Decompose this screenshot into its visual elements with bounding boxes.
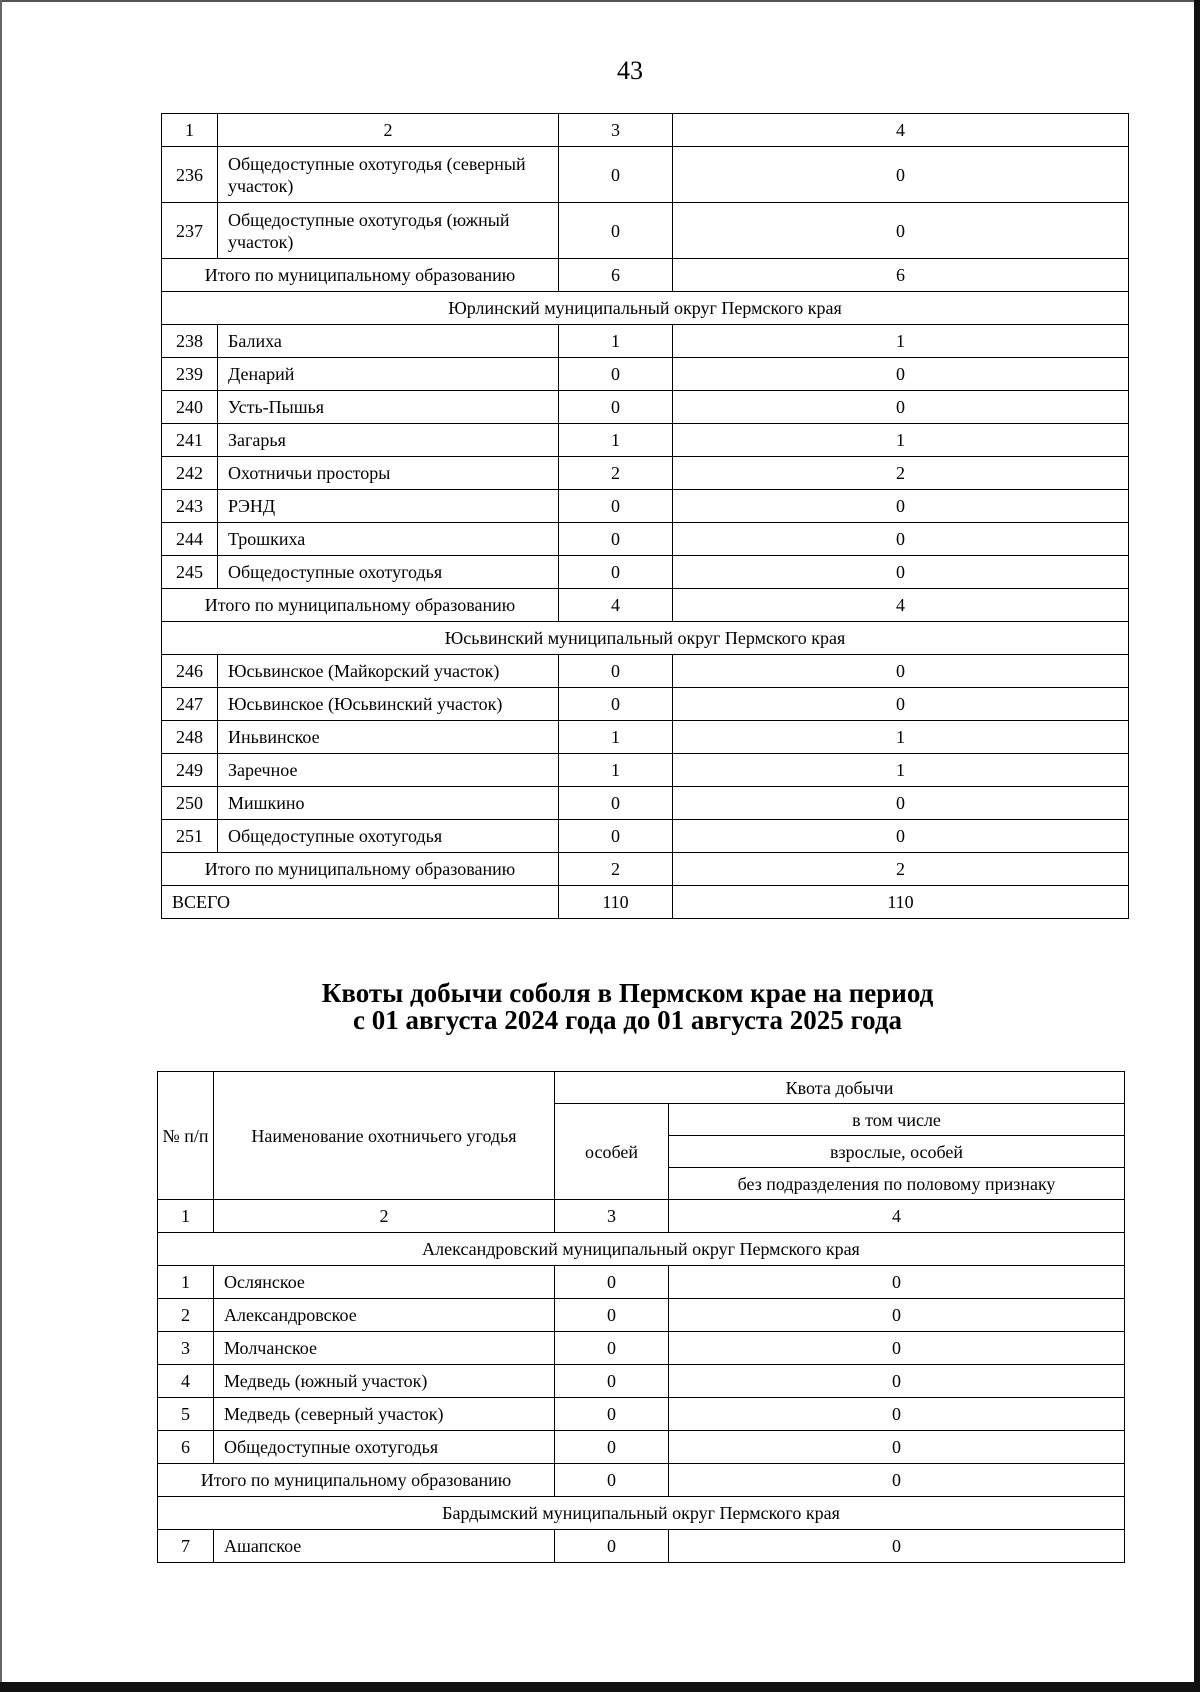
- hunting-ground-name: Иньвинское: [218, 721, 559, 754]
- hunting-ground-name: Общедоступные охотугодья: [218, 556, 559, 589]
- quota-adults: 0: [669, 1431, 1125, 1464]
- quota-individuals: 0: [555, 1530, 669, 1563]
- region-row: [158, 1233, 1125, 1266]
- hunting-ground-name: Трошкиха: [218, 523, 559, 556]
- quota-adults: 0: [673, 490, 1129, 523]
- section-title-line2: с 01 августа 2024 года до 01 августа 2025 года: [352, 1005, 902, 1035]
- column-number: 1: [158, 1200, 214, 1233]
- subtotal-row: [158, 1464, 1125, 1497]
- row-number: 247: [162, 688, 218, 721]
- quota-adults: 0: [669, 1530, 1125, 1563]
- row-number: 3: [158, 1332, 214, 1365]
- table-row: [162, 203, 1129, 259]
- row-number: 7: [158, 1530, 214, 1563]
- quota-individuals: 0: [559, 490, 673, 523]
- quota-adults: 2: [673, 457, 1129, 490]
- table-row: [162, 147, 1129, 203]
- quota-individuals: 0: [559, 147, 673, 203]
- subtotal-adults: 6: [673, 259, 1129, 292]
- row-number: 237: [162, 203, 218, 259]
- subtotal-individuals: 2: [559, 853, 673, 886]
- header-row: [158, 1072, 1125, 1104]
- hunting-ground-name: Балиха: [218, 325, 559, 358]
- region-row: [162, 622, 1129, 655]
- row-number: 241: [162, 424, 218, 457]
- hunting-ground-name: Усть-Пышья: [218, 391, 559, 424]
- quota-individuals: 0: [559, 655, 673, 688]
- sable-quota-table: [157, 1071, 1125, 1563]
- quota-adults: 1: [673, 325, 1129, 358]
- quota-individuals: 0: [555, 1266, 669, 1299]
- grand-total-individuals: 110: [559, 886, 673, 919]
- quota-individuals: 1: [559, 721, 673, 754]
- row-number: 6: [158, 1431, 214, 1464]
- quota-table-continued: [161, 113, 1129, 919]
- row-number: 1: [158, 1266, 214, 1299]
- table-row: [162, 424, 1129, 457]
- header-individuals: особей: [555, 1104, 669, 1200]
- quota-adults: 0: [669, 1266, 1125, 1299]
- subtotal-label: Итого по муниципальному образованию: [162, 589, 559, 622]
- subtotal-row: [162, 259, 1129, 292]
- hunting-ground-name: Загарья: [218, 424, 559, 457]
- column-number: 2: [218, 114, 559, 147]
- table-row: [162, 820, 1129, 853]
- quota-adults: 1: [673, 721, 1129, 754]
- quota-adults: 0: [673, 655, 1129, 688]
- subtotal-individuals: 4: [559, 589, 673, 622]
- subtotal-individuals: 0: [555, 1464, 669, 1497]
- table-row: [162, 556, 1129, 589]
- subtotal-label: Итого по муниципальному образованию: [158, 1464, 555, 1497]
- table-row: [162, 391, 1129, 424]
- page-number: 43: [617, 56, 643, 85]
- header-quota: Квота добычи: [555, 1072, 1125, 1104]
- quota-adults: 0: [673, 358, 1129, 391]
- section-title: [0, 980, 1200, 1034]
- section-title-line1: Квоты добычи соболя в Пермском крае на период: [321, 978, 934, 1008]
- quota-adults: 0: [673, 556, 1129, 589]
- region-row: [162, 292, 1129, 325]
- hunting-ground-name: Медведь (южный участок): [214, 1365, 555, 1398]
- quota-individuals: 1: [559, 325, 673, 358]
- hunting-ground-name: Ослянское: [214, 1266, 555, 1299]
- hunting-ground-name: Юсьвинское (Юсьвинский участок): [218, 688, 559, 721]
- quota-individuals: 2: [559, 457, 673, 490]
- scan-edge-right: [1194, 0, 1200, 1692]
- quota-adults: 0: [669, 1299, 1125, 1332]
- row-number: 242: [162, 457, 218, 490]
- table-row: [158, 1365, 1125, 1398]
- table-row: [162, 457, 1129, 490]
- quota-adults: 0: [673, 391, 1129, 424]
- sable-quota-table-body: [158, 1072, 1125, 1563]
- quota-individuals: 0: [555, 1398, 669, 1431]
- quota-adults: 0: [669, 1332, 1125, 1365]
- row-number: 245: [162, 556, 218, 589]
- quota-adults: 1: [673, 424, 1129, 457]
- table-row: [158, 1431, 1125, 1464]
- quota-adults: 0: [669, 1398, 1125, 1431]
- hunting-ground-name: Юсьвинское (Майкорский участок): [218, 655, 559, 688]
- grand-total-label: ВСЕГО: [162, 886, 559, 919]
- table-row: [162, 523, 1129, 556]
- header-adults: взрослые, особей: [669, 1136, 1125, 1168]
- table-row: [158, 1398, 1125, 1431]
- column-number: 4: [673, 114, 1129, 147]
- table-row: [162, 721, 1129, 754]
- table-row: [162, 490, 1129, 523]
- quota-adults: 0: [669, 1365, 1125, 1398]
- table-row: [158, 1299, 1125, 1332]
- hunting-ground-name: Общедоступные охотугодья (северный участок): [218, 147, 559, 203]
- subtotal-adults: 2: [673, 853, 1129, 886]
- column-number-row: [158, 1200, 1125, 1233]
- hunting-ground-name: Мишкино: [218, 787, 559, 820]
- quota-individuals: 1: [559, 424, 673, 457]
- row-number: 251: [162, 820, 218, 853]
- table-row: [158, 1530, 1125, 1563]
- quota-adults: 0: [673, 203, 1129, 259]
- quota-adults: 1: [673, 754, 1129, 787]
- scan-edge-left: [0, 0, 2, 1692]
- quota-individuals: 0: [555, 1431, 669, 1464]
- row-number: 239: [162, 358, 218, 391]
- grand-total-adults: 110: [673, 886, 1129, 919]
- hunting-ground-name: Медведь (северный участок): [214, 1398, 555, 1431]
- header-name: Наименование охотничьего угодья: [214, 1072, 555, 1200]
- row-number: 4: [158, 1365, 214, 1398]
- column-number-row: [162, 114, 1129, 147]
- scan-edge-top: [0, 0, 1200, 2]
- row-number: 5: [158, 1398, 214, 1431]
- header-including: в том числе: [669, 1104, 1125, 1136]
- quota-individuals: 0: [559, 203, 673, 259]
- row-number: 2: [158, 1299, 214, 1332]
- hunting-ground-name: Общедоступные охотугодья: [214, 1431, 555, 1464]
- region-row: [158, 1497, 1125, 1530]
- table-row: [162, 325, 1129, 358]
- hunting-ground-name: Общедоступные охотугодья (южный участок): [218, 203, 559, 259]
- table-row: [162, 688, 1129, 721]
- table-row: [162, 655, 1129, 688]
- quota-individuals: 1: [559, 754, 673, 787]
- table-row: [162, 787, 1129, 820]
- row-number: 236: [162, 147, 218, 203]
- hunting-ground-name: Заречное: [218, 754, 559, 787]
- header-num: № п/п: [158, 1072, 214, 1200]
- quota-adults: 0: [673, 787, 1129, 820]
- row-number: 238: [162, 325, 218, 358]
- row-number: 250: [162, 787, 218, 820]
- table-row: [158, 1332, 1125, 1365]
- hunting-ground-name: РЭНД: [218, 490, 559, 523]
- column-number: 3: [559, 114, 673, 147]
- quota-individuals: 0: [555, 1299, 669, 1332]
- hunting-ground-name: Общедоступные охотугодья: [218, 820, 559, 853]
- quota-adults: 0: [673, 523, 1129, 556]
- column-number: 1: [162, 114, 218, 147]
- row-number: 240: [162, 391, 218, 424]
- quota-adults: 0: [673, 688, 1129, 721]
- subtotal-label: Итого по муниципальному образованию: [162, 259, 559, 292]
- quota-table-continued-body: [162, 114, 1129, 919]
- row-number: 249: [162, 754, 218, 787]
- scan-edge-bottom: [0, 1682, 1200, 1692]
- subtotal-individuals: 6: [559, 259, 673, 292]
- region-name: Бардымский муниципальный округ Пермского края: [158, 1497, 1125, 1530]
- row-number: 248: [162, 721, 218, 754]
- region-name: Александровский муниципальный округ Пермского края: [158, 1233, 1125, 1266]
- row-number: 243: [162, 490, 218, 523]
- row-number: 246: [162, 655, 218, 688]
- subtotal-adults: 0: [669, 1464, 1125, 1497]
- column-number: 4: [669, 1200, 1125, 1233]
- quota-individuals: 0: [559, 391, 673, 424]
- region-name: Юрлинский муниципальный округ Пермского края: [162, 292, 1129, 325]
- quota-individuals: 0: [559, 523, 673, 556]
- quota-individuals: 0: [555, 1332, 669, 1365]
- table-row: [162, 754, 1129, 787]
- hunting-ground-name: Денарий: [218, 358, 559, 391]
- quota-adults: 0: [673, 820, 1129, 853]
- subtotal-row: [162, 589, 1129, 622]
- quota-adults: 0: [673, 147, 1129, 203]
- hunting-ground-name: Ашапское: [214, 1530, 555, 1563]
- hunting-ground-name: Молчанское: [214, 1332, 555, 1365]
- quota-individuals: 0: [559, 556, 673, 589]
- table-row: [158, 1266, 1125, 1299]
- subtotal-row: [162, 853, 1129, 886]
- subtotal-label: Итого по муниципальному образованию: [162, 853, 559, 886]
- header-no-sex-division: без подразделения по половому признаку: [669, 1168, 1125, 1200]
- hunting-ground-name: Александровское: [214, 1299, 555, 1332]
- column-number: 3: [555, 1200, 669, 1233]
- grand-total-row: [162, 886, 1129, 919]
- row-number: 244: [162, 523, 218, 556]
- quota-individuals: 0: [559, 358, 673, 391]
- region-name: Юсьвинский муниципальный округ Пермского края: [162, 622, 1129, 655]
- quota-individuals: 0: [555, 1365, 669, 1398]
- quota-individuals: 0: [559, 820, 673, 853]
- quota-individuals: 0: [559, 787, 673, 820]
- quota-individuals: 0: [559, 688, 673, 721]
- column-number: 2: [214, 1200, 555, 1233]
- hunting-ground-name: Охотничьи просторы: [218, 457, 559, 490]
- table-row: [162, 358, 1129, 391]
- subtotal-adults: 4: [673, 589, 1129, 622]
